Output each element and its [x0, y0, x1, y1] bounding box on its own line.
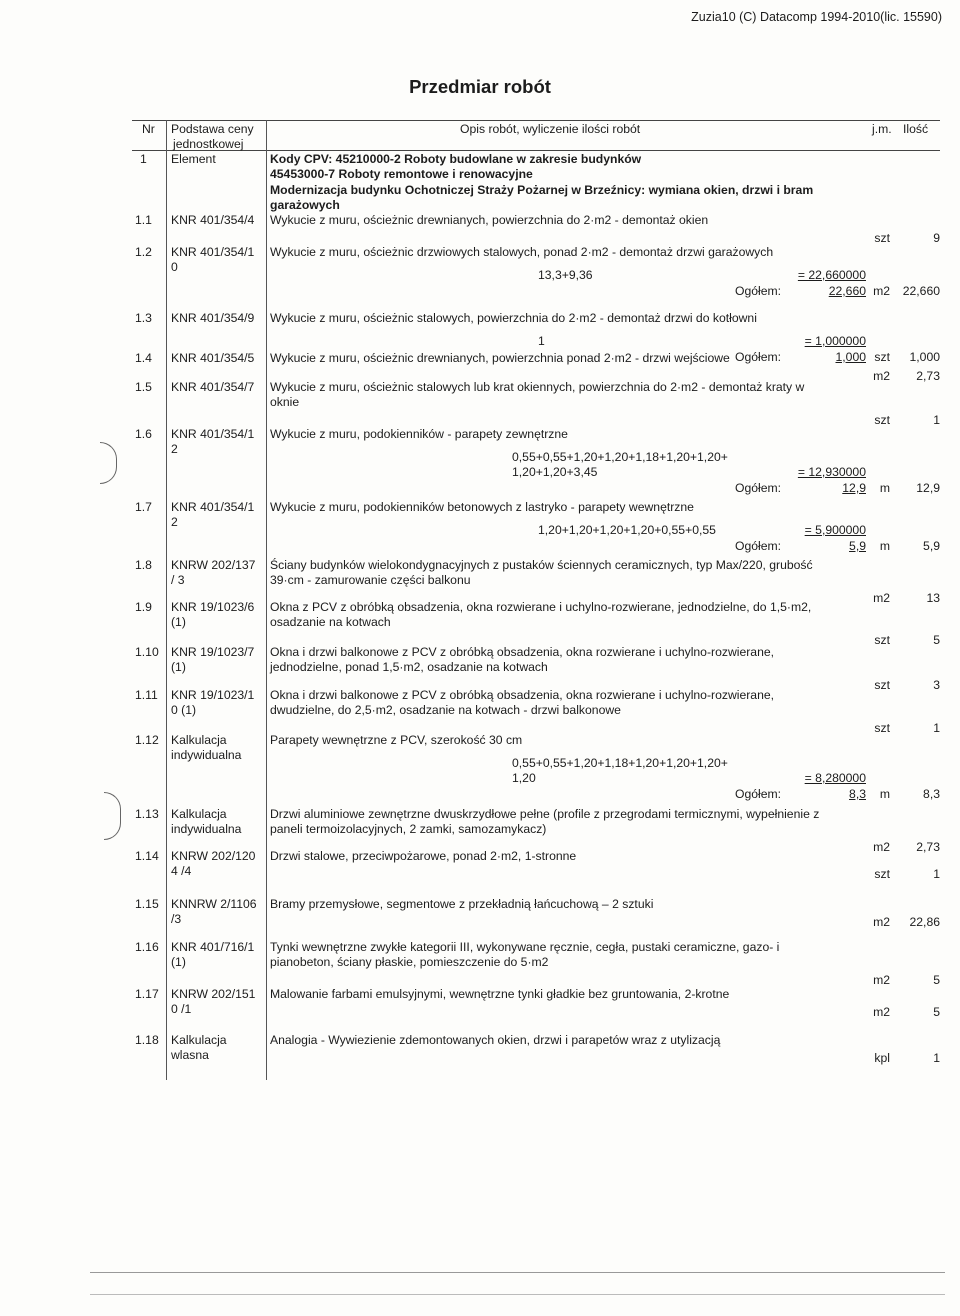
item-nr: 1.1 — [135, 213, 152, 227]
calculation-formula: 0,55+0,55+1,20+1,20+1,18+1,20+1,20+ — [512, 450, 728, 464]
calculation-result: = 12,930000 — [797, 465, 866, 479]
item-quantity: 3 — [933, 678, 940, 692]
item-nr: 1.2 — [135, 245, 152, 259]
item-unit: szt — [874, 678, 890, 692]
item-unit: szt — [874, 633, 890, 647]
item-base-line2: indywidualna — [171, 822, 242, 836]
item-quantity: 1 — [933, 1051, 940, 1065]
item-base-line1: KNR 401/354/5 — [171, 351, 255, 365]
item-description-line1: Okna z PCV z obróbką obsadzenia, okna rozwierane i uchylno-rozwierane, jednodzielne, do 1,5·m2, — [270, 600, 812, 614]
item-description-line1: Drzwi aluminiowe zewnętrzne dwuskrzydłowe pełne (profile z przegrodami termicznymi, wypełnienie z — [270, 807, 820, 821]
header-base-line2: jednostkowej — [173, 137, 244, 151]
item-quantity: 1 — [933, 721, 940, 735]
calculation-formula: 1,20+1,20+1,20+1,20+0,55+0,55 — [538, 523, 716, 537]
header-quantity: Ilość — [903, 122, 929, 136]
item-quantity: 1 — [933, 867, 940, 881]
item-base-line1: Kalkulacja — [171, 1033, 227, 1047]
item-base-line2: 2 — [171, 515, 178, 529]
item-nr: 1.11 — [135, 688, 158, 702]
header-description: Opis robót, wyliczenie ilości robót — [460, 122, 641, 136]
item-base-line2: 2 — [171, 442, 178, 456]
item-unit: m2 — [873, 1005, 890, 1019]
item-quantity: 2,73 — [916, 369, 940, 383]
item-quantity: 2,73 — [916, 840, 940, 854]
calculation-formula: 1 — [538, 334, 545, 348]
item-description-line1: Okna i drzwi balkonowe z PCV z obróbką obsadzenia, okna rozwierane i uchylno-rozwierane, — [270, 645, 775, 659]
item-nr: 1.12 — [135, 733, 159, 747]
item-description-line1: Bramy przemysłowe, segmentowe z przekładnią łańcuchową – 2 sztuki — [270, 897, 654, 911]
element-line-3: Modernizacja budynku Ochotniczej Straży Pożarnej w Brzeźnicy: wymiana okien, drzwi i bram — [270, 183, 814, 197]
item-base-line2: / 3 — [171, 573, 185, 587]
item-description-line1: Wykucie z muru, ościeżnic stalowych, powierzchnia do 2·m2 - demontaż drzwi do kotłowni — [270, 311, 757, 325]
item-description-line2: jednodzielne, ponad 1,5·m2, osadzanie na kotwach — [270, 660, 548, 674]
item-base-line2: 0 /1 — [171, 1002, 192, 1016]
item-quantity: 9 — [933, 231, 940, 245]
item-base-line1: KNRW 202/137 — [171, 558, 256, 572]
bottom-scan-line-1 — [90, 1272, 945, 1273]
item-base-line1: KNRW 202/120 — [171, 849, 256, 863]
item-description-line1: Parapety wewnętrzne z PCV, szerokość 30 cm — [270, 733, 523, 747]
item-description-line2: 39·cm - zamurowanie części balkonu — [270, 573, 471, 587]
item-base-line1: KNR 19/1023/6 — [171, 600, 255, 614]
margin-scribble-bottom — [104, 792, 121, 840]
item-base-line1: Kalkulacja — [171, 807, 227, 821]
item-base-line1: KNR 401/354/9 — [171, 311, 255, 325]
item-base-line1: KNR 401/354/7 — [171, 380, 255, 394]
item-description-line1: Drzwi stalowe, przeciwpożarowe, ponad 2·m2, 1-stronne — [270, 849, 577, 863]
item-unit: m2 — [873, 973, 890, 987]
total-label: Ogółem: — [735, 284, 782, 298]
item-base-line2: /3 — [171, 912, 182, 926]
total-value: 12,9 — [842, 481, 866, 495]
calculation-formula-cont: 1,20+1,20+3,45 — [512, 465, 598, 479]
item-base-line2: (1) — [171, 660, 186, 674]
item-base-line1: KNR 401/354/4 — [171, 213, 255, 227]
column-divider-base — [266, 120, 267, 1080]
item-description-line2: osadzanie na kotwach — [270, 615, 391, 629]
item-unit: szt — [874, 413, 890, 427]
item-quantity: 5 — [933, 1005, 940, 1019]
header-base-line1: Podstawa ceny — [171, 122, 254, 136]
item-unit: m — [879, 539, 890, 553]
item-description-line1: Analogia - Wywiezienie zdemontowanych okien, drzwi i parapetów wraz z utylizacją — [270, 1033, 721, 1047]
calculation-formula: 13,3+9,36 — [538, 268, 593, 282]
item-nr: 1.17 — [135, 987, 159, 1001]
calculation-formula-cont: 1,20 — [512, 771, 536, 785]
item-nr: 1.14 — [135, 849, 159, 863]
header-bottom-border — [132, 150, 940, 151]
item-base-line1: KNR 401/716/1 — [171, 940, 255, 954]
item-nr: 1.5 — [135, 380, 152, 394]
column-divider-nr — [166, 120, 167, 1080]
item-quantity: 5 — [933, 633, 940, 647]
item-unit: m2 — [873, 915, 890, 929]
document-title: Przedmiar robót — [409, 76, 551, 97]
bottom-scan-line-2 — [90, 1294, 945, 1295]
item-description-line1: Okna i drzwi balkonowe z PCV z obróbką obsadzenia, okna rozwierane i uchylno-rozwierane, — [270, 688, 775, 702]
item-base-line2: 0 (1) — [171, 703, 197, 717]
item-unit: m2 — [873, 591, 890, 605]
element-line-2: 45453000-7 Roboty remontowe i renowacyjne — [270, 167, 533, 181]
element-nr: 1 — [140, 152, 147, 166]
total-label: Ogółem: — [735, 787, 782, 801]
item-description-line1: Malowanie farbami emulsyjnymi, wewnętrzne tynki gładkie bez gruntowania, 2-krotne — [270, 987, 730, 1001]
item-base-line2: indywidualna — [171, 748, 242, 762]
item-description-line1: Ściany budynków wielokondygnacyjnych z pustaków ściennych ceramicznych, typ Max/220, grubość — [270, 558, 813, 572]
total-value: 1,000 — [835, 350, 866, 364]
item-unit: m2 — [873, 840, 890, 854]
item-nr: 1.9 — [135, 600, 152, 614]
item-unit: m2 — [873, 369, 890, 383]
item-unit: m — [879, 787, 890, 801]
item-quantity: 13 — [926, 591, 940, 605]
item-base-line1: KNR 19/1023/7 — [171, 645, 255, 659]
element-line-4: garażowych — [270, 198, 340, 212]
calculation-result: = 8,280000 — [804, 771, 866, 785]
item-unit: szt — [874, 231, 890, 245]
item-base-line1: KNR 401/354/1 — [171, 245, 255, 259]
item-nr: 1.4 — [135, 351, 152, 365]
item-description-line2: oknie — [270, 395, 300, 409]
item-description-line1: Wykucie z muru, ościeżnic stalowych lub krat okiennych, powierzchnia do 2·m2 - demontaż kraty w — [270, 380, 805, 394]
item-quantity: 8,3 — [923, 787, 940, 801]
item-quantity: 5,9 — [923, 539, 940, 553]
calculation-result: = 1,000000 — [804, 334, 866, 348]
total-label: Ogółem: — [735, 539, 782, 553]
item-description-line1: Wykucie z muru, ościeżnic drewnianych, powierzchnia ponad 2·m2 - drzwi wejściowe — [270, 351, 730, 365]
item-quantity: 5 — [933, 973, 940, 987]
item-nr: 1.13 — [135, 807, 159, 821]
item-unit: szt — [874, 867, 890, 881]
item-base-line1: KNR 401/354/1 — [171, 500, 255, 514]
item-base-line2: 4 /4 — [171, 864, 192, 878]
item-nr: 1.6 — [135, 427, 152, 441]
calculation-formula: 0,55+0,55+1,20+1,18+1,20+1,20+1,20+ — [512, 756, 728, 770]
item-unit: kpl — [874, 1051, 890, 1065]
item-nr: 1.18 — [135, 1033, 159, 1047]
header-nr: Nr — [142, 122, 155, 136]
element-line-1: Kody CPV: 45210000-2 Roboty budowlane w zakresie budynków — [270, 152, 642, 166]
item-description-line1: Tynki wewnętrzne zwykłe kategorii III, wykonywane ręcznie, cegła, pustaki ceramiczne, gazo- i — [270, 940, 780, 954]
item-base-line1: KNRW 202/151 — [171, 987, 256, 1001]
item-nr: 1.8 — [135, 558, 152, 572]
calculation-result: = 22,660000 — [797, 268, 866, 282]
item-nr: 1.10 — [135, 645, 159, 659]
item-quantity: 1 — [933, 413, 940, 427]
software-license-line: Zuzia10 (C) Datacomp 1994-2010(lic. 15590) — [691, 10, 942, 24]
item-description-line1: Wykucie z muru, podokienników betonowych z lastryko - parapety wewnętrzne — [270, 500, 694, 514]
item-base-line2: wlasna — [171, 1048, 209, 1062]
item-unit: m — [879, 481, 890, 495]
item-description-line2: pianobeton, ściany płaskie, pomieszczenie do 5·m2 — [270, 955, 549, 969]
item-unit: szt — [874, 350, 890, 364]
item-unit: szt — [874, 721, 890, 735]
item-description-line1: Wykucie z muru, ościeżnic drewnianych, powierzchnia do 2·m2 - demontaż okien — [270, 213, 709, 227]
item-description-line1: Wykucie z muru, podokienników - parapety zewnętrzne — [270, 427, 568, 441]
item-nr: 1.16 — [135, 940, 159, 954]
total-value: 5,9 — [849, 539, 866, 553]
table-top-border — [132, 120, 940, 121]
item-base-line2: (1) — [171, 955, 186, 969]
margin-scribble-top — [100, 442, 117, 484]
total-value: 22,660 — [828, 284, 866, 298]
item-description-line1: Wykucie z muru, ościeżnic drzwiowych stalowych, ponad 2·m2 - demontaż drzwi garażowych — [270, 245, 774, 259]
item-base-line2: 0 — [171, 260, 178, 274]
calculation-result: = 5,900000 — [804, 523, 866, 537]
element-base: Element — [171, 152, 216, 166]
item-base-line1: KNR 401/354/1 — [171, 427, 255, 441]
item-base-line1: KNR 19/1023/1 — [171, 688, 255, 702]
item-description-line2: dwudzielne, do 2,5·m2, osadzanie na kotwach - drzwi balkonowe — [270, 703, 621, 717]
total-label: Ogółem: — [735, 481, 782, 495]
item-quantity: 22,86 — [909, 915, 940, 929]
item-base-line2: (1) — [171, 615, 186, 629]
item-unit: m2 — [873, 284, 890, 298]
item-quantity: 1,000 — [909, 350, 940, 364]
item-nr: 1.15 — [135, 897, 159, 911]
total-label: Ogółem: — [735, 350, 782, 364]
item-base-line1: KNNRW 2/1106 — [171, 897, 257, 911]
item-quantity: 22,660 — [902, 284, 940, 298]
item-description-line2: paneli termoizolacyjnych, 2 zamki, samozamykacz) — [270, 822, 547, 836]
total-value: 8,3 — [849, 787, 866, 801]
item-quantity: 12,9 — [916, 481, 940, 495]
item-base-line1: Kalkulacja — [171, 733, 227, 747]
item-nr: 1.7 — [135, 500, 152, 514]
item-nr: 1.3 — [135, 311, 152, 325]
header-unit: j.m. — [872, 122, 892, 136]
